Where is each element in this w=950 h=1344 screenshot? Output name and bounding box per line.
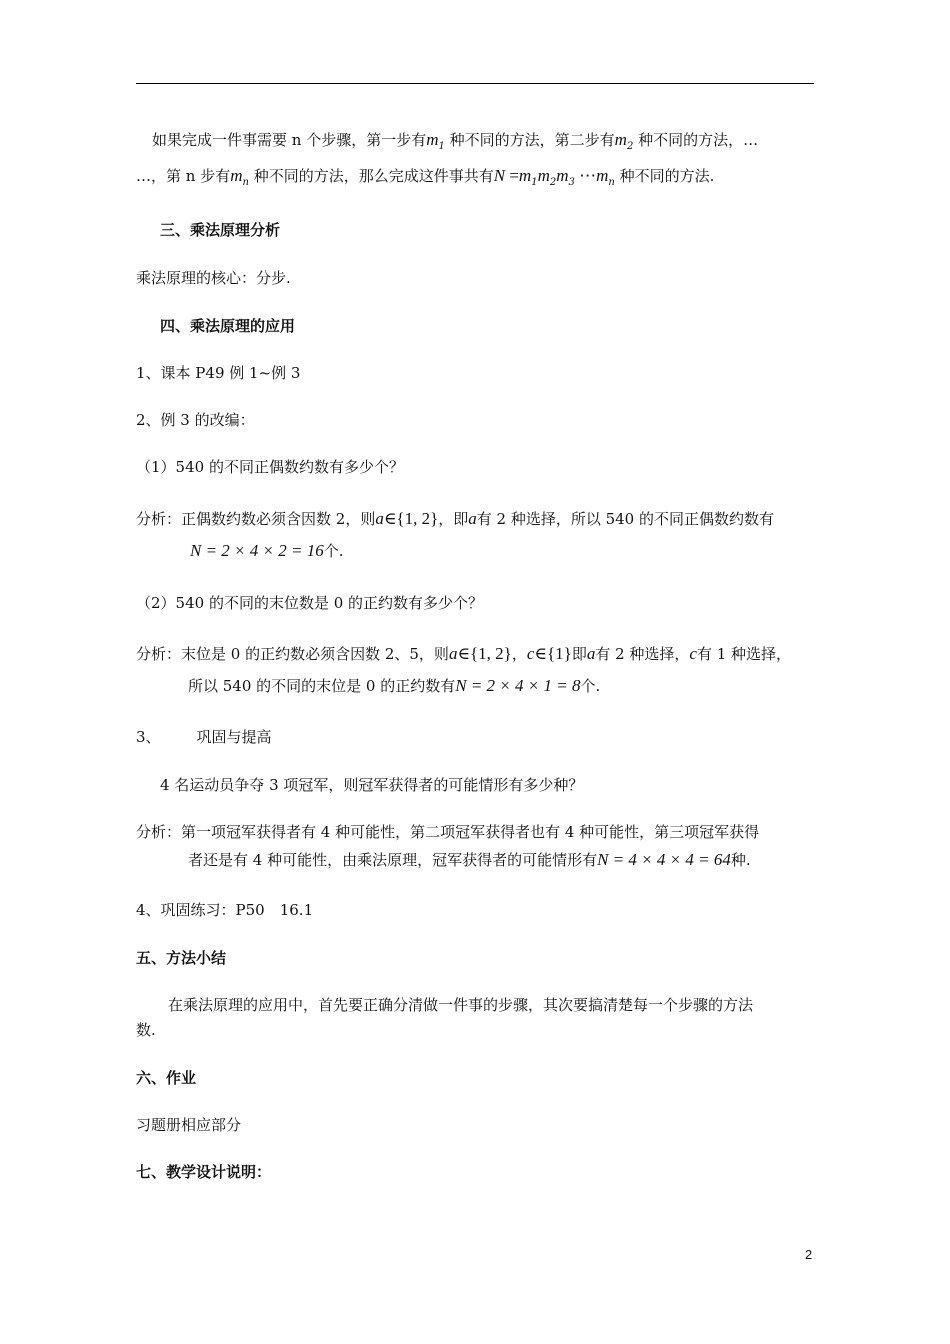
answer-1-line-1: 分析：正偶数约数必须含因数 2，则a∈{1, 2}，即a有 2 种选择，所以 540 的不同正偶数约数有 xyxy=(136,509,774,528)
answer-3-line-1: 分析：第一项冠军获得者有 4 种可能性，第二项冠军获得者也有 4 种可能性，第三项冠军获得 xyxy=(136,823,760,841)
item-2: 2、例 3 的改编： xyxy=(136,411,255,429)
answer-1-line-2: N = 2 × 4 × 2 = 16个. xyxy=(190,541,344,560)
section-5-line-2: 数. xyxy=(136,1021,156,1039)
question-3: 4 名运动员争夺 3 项冠军，则冠军获得者的可能情形有多少种？ xyxy=(160,776,584,794)
section-7-heading: 七、教学设计说明： xyxy=(136,1163,272,1181)
question-2: （2）540 的不同的末位数是 0 的正约数有多少个？ xyxy=(136,594,484,612)
answer-3-line-2: 者还是有 4 种可能性，由乘法原理，冠军获得者的可能情形有N = 4 × 4 × 4 = 64种. xyxy=(188,850,751,869)
section-6-heading: 六、作业 xyxy=(136,1069,197,1087)
answer-2-line-2: 所以 540 的不同的末位是 0 的正约数有N = 2 × 4 × 1 = 8个. xyxy=(188,676,601,695)
intro-line-2: …，第 n 步有$m_n$ 种不同的方法，那么完成这件事共有$N =m_1m_2m_3$ $\cdots m_n$ 种不同的方法. xyxy=(136,166,715,188)
section-3-heading: 三、乘法原理分析 xyxy=(160,221,281,239)
section-6-text: 习题册相应部分 xyxy=(136,1116,242,1134)
page-number: 2 xyxy=(805,1247,813,1262)
section-3-text: 乘法原理的核心：分步. xyxy=(136,269,291,287)
header-rule xyxy=(136,83,814,84)
section-4-heading: 四、乘法原理的应用 xyxy=(160,317,296,335)
item-4: 4、巩固练习：P50 16.1 xyxy=(136,901,314,919)
item-1: 1、课本 P49 例 1~例 3 xyxy=(136,364,301,382)
section-5-line-1: 在乘法原理的应用中，首先要正确分清做一件事的步骤，其次要搞清楚每一个步骤的方法 xyxy=(168,996,754,1014)
intro-line-1: 如果完成一件事需要 n 个步骤，第一步有$m_1$ 种不同的方法，第二步有$m_2$ 种不同的方法，… xyxy=(152,130,759,152)
item-3: 3、 巩固与提高 xyxy=(136,728,272,746)
question-1: （1）540 的不同正偶数约数有多少个？ xyxy=(136,458,404,476)
section-5-heading: 五、方法小结 xyxy=(136,949,227,967)
answer-2-line-1: 分析：末位是 0 的正约数必须含因数 2、5，则a∈{1, 2}，c∈{1}即a有 2 种选择，c有 1 种选择， xyxy=(136,644,792,663)
